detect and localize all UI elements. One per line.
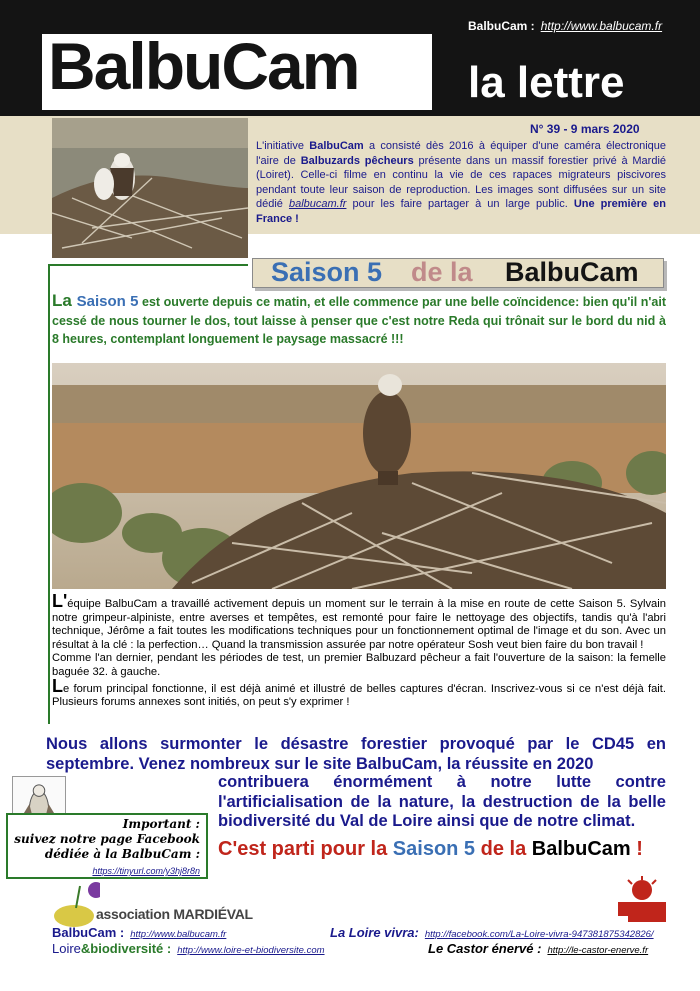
title-balbucam: BalbuCam xyxy=(505,257,639,287)
facebook-important: Important : xyxy=(122,817,200,831)
header-site-label xyxy=(468,19,662,33)
body-paragraph-2: e forum principal fonctionne, il est déjà animé et illustré de belles captures d'écran. Inscrivez-vous si ce n'est déjà fait. Plusieurs forums annexes sont initiés, on peut s'y exprimer ! xyxy=(52,682,666,709)
footer-balbucam-link[interactable]: http://www.balbucam.fr xyxy=(130,929,227,940)
intro-text: L'initiative BalbuCam a consisté dès 2016 à équiper d'une caméra électronique l'aire de Balbuzards pêcheurs présente dans un massif forestier privé à Mardié (Loiret). Celle-ci filme en continu la vie de ces rapaces migrateurs piscivores pendant toute leur saison de reproduction. Les images sont diffusées sur un site dédié balbucam.fr pour les faire partager à un large public. Une première en France ! xyxy=(256,140,666,225)
body2-dropcap: L xyxy=(52,675,63,696)
season-title-box xyxy=(252,258,664,288)
facebook-callout xyxy=(6,813,208,879)
title-saison: Saison 5 xyxy=(271,257,383,287)
masthead-logo-text: BalbuCam xyxy=(48,29,359,103)
issue-number: N° 39 - 9 mars 2020 xyxy=(530,122,640,136)
header-site-link[interactable]: http://www.balbucam.fr xyxy=(540,19,663,33)
appeal-text-1: Nous allons surmonter le désastre forestier provoqué par le CD45 en septembre. Venez nombreux sur le site BalbuCam, la réussite en 2020 xyxy=(46,735,666,773)
footer-castor-link[interactable]: http://le-castor-enerve.fr xyxy=(547,945,649,956)
green-rule-top xyxy=(48,264,248,266)
body-paragraph-1: L'équipe BalbuCam a travaillé activement depuis un moment sur le terrain à la mise en route de cette Saison 5. Sylvain notre grimpeur-alpiniste, entre averses et tempêtes, est remonté pour faire le nettoyage des objectifs, tandis qu'à l'abri technique, Jérôme a fait toutes les modifications techniques pour un fonctionnement optimal de l'image et du son. Avec un résultat à la clé : la perfection… Quand la transmission assurée par notre opérateur Sosh veut bien faire du bon travail ! Comme l'an dernier, pendant les périodes de test, un premier Balbuzard pêcheur a fait l'ouverture de la saison: la femelle baguée 32. à gauche. Le forum principal fonctionne, il est déjà animé et illustré de belles captures d'écran. Inscrivez-vous si ce n'est déjà fait. Plusieurs forums annexes sont initiés, on peut s'y exprimer ! xyxy=(52,591,666,709)
facebook-follow: suivez notre page Facebook xyxy=(14,832,200,846)
footer-balbucam: BalbuCam : http://www.balbucam.fr xyxy=(52,925,227,940)
france-nature-environnement-logo xyxy=(616,876,668,924)
lead-paragraph: La Saison 5 est ouverte depuis ce matin, et elle commence par une belle coïncidence: bien qu'il n'ait cessé de nous tourner le dos, tout laisse à penser que c'est notre Reda qui trônait sur le bord du nid à 8 heures, contemplant longuement le paysage massacré !!! xyxy=(52,291,666,346)
footer-loire-vivra: La Loire vivra: http://facebook.com/La-Loire-vivra-947381875342826/ xyxy=(330,925,654,940)
osprey-on-nest-photo xyxy=(52,363,666,589)
osprey-nest-thumbnail xyxy=(52,118,248,258)
title-de-la: de la xyxy=(411,257,473,287)
mardieval-logo-icon xyxy=(52,878,100,928)
footer-loire-biodiversite: Loire&biodiversité : http://www.loire-et-biodiversite.com xyxy=(52,941,325,956)
footer-castor: Le Castor énervé : http://le-castor-enerve.fr xyxy=(428,941,649,956)
intro-site-link[interactable]: balbucam.fr xyxy=(288,198,347,211)
masthead-subtitle: la lettre xyxy=(468,58,625,107)
association-name: association MARDIÉVAL xyxy=(96,906,253,922)
closing-line: C'est parti pour la Saison 5 de la BalbuCam ! xyxy=(218,838,643,860)
appeal-text-2: contribuera énormément à notre lutte contre l'artificialisation de la nature, la destruction de la belle biodiversité du Val de Loire ainsi que de notre climat. xyxy=(218,773,666,830)
footer-loire-link[interactable]: http://www.loire-et-biodiversite.com xyxy=(177,945,325,956)
facebook-dedicated: dédiée à la BalbuCam : xyxy=(44,847,200,861)
header-site-text: BalbuCam : xyxy=(468,19,535,33)
facebook-link[interactable]: https://tinyurl.com/y3hj8r8n xyxy=(92,866,200,876)
masthead-logo xyxy=(42,29,432,110)
footer-loire-vivra-link[interactable]: http://facebook.com/La-Loire-vivra-947381875342826/ xyxy=(424,929,654,940)
